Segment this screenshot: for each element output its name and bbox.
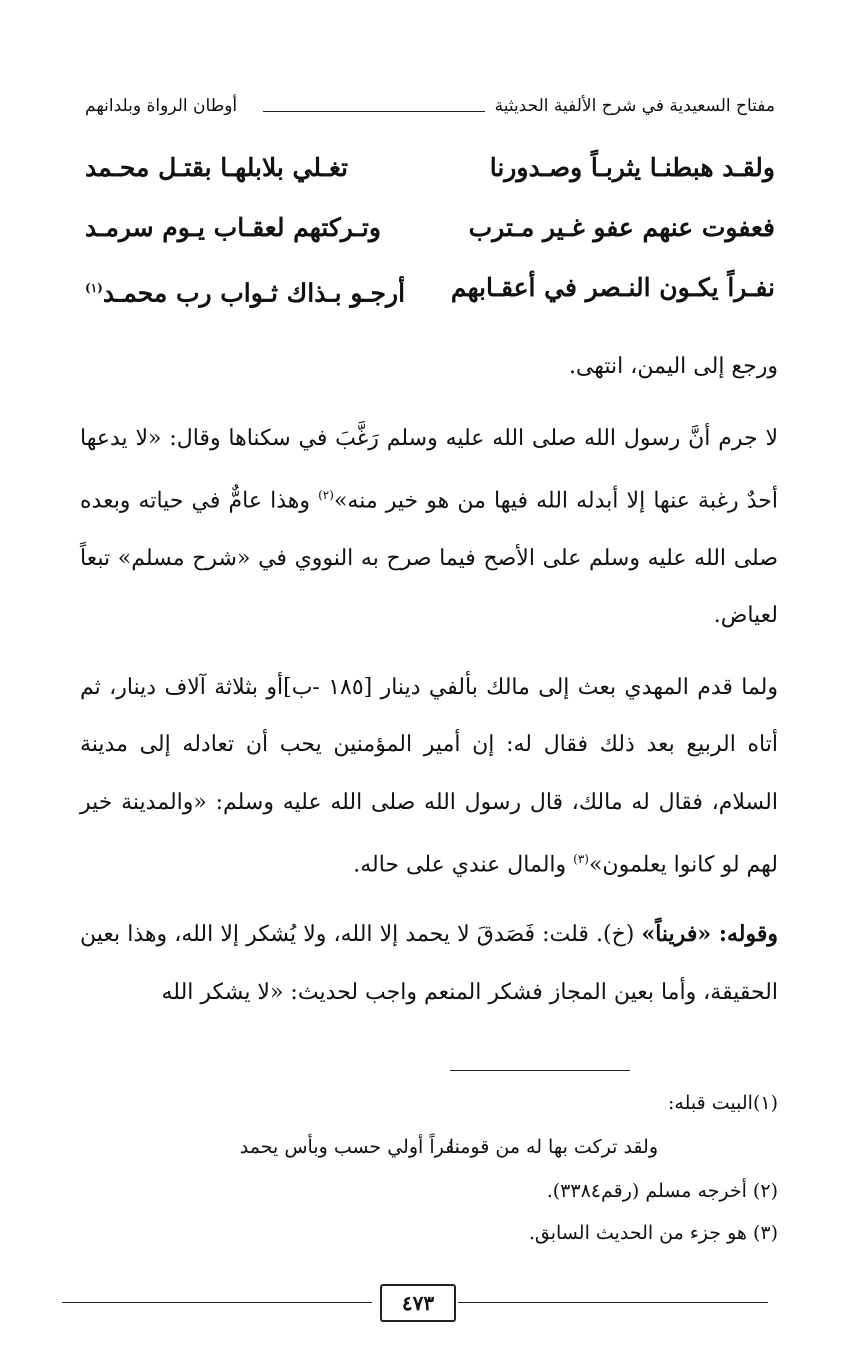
- footer-rule-right: [458, 1302, 768, 1303]
- footnote-3: (٣) هو جزء من الحديث السابق.: [528, 1222, 778, 1244]
- footer-rule-left: [62, 1302, 372, 1303]
- paragraph-4-lemma: وقوله: «فريناً»: [641, 921, 778, 948]
- footnote-ref-2: (٢): [318, 488, 334, 502]
- footnotes: [85, 1082, 778, 1254]
- footnote-separator: [450, 1070, 630, 1071]
- footnote-1-label: (١)البيت قبله:: [668, 1092, 778, 1114]
- paragraph-4: [80, 906, 778, 1021]
- paragraph-3-text-a: ولما قدم المهدي بعث إلى مالك بألفي دينار [١٨٥ -ب]أو بثلاثة آلاف دينار، ثم أتاه الربيع بعد ذلك فقال له: إن أمير المؤمنين يحب أن تعادله إلى مدينة السلام، فقال له مالك، قال رسول الله صلى الله عليه وسلم: «والمدينة خير لهم لو كانوا يعلمون»: [80, 674, 778, 878]
- paragraph-3-text-b: والمال عندي على حاله.: [353, 852, 574, 878]
- verse-second-hemistich: تغـلي بلابلهـا بقتـل محـمد: [85, 153, 348, 182]
- paragraph-2-text-a: لا جرم أنَّ رسول الله صلى الله عليه وسلم رَغَّبَ في سكناها وقال: «لا يدعها أحدٌ رغبة عنها إلا أبدله الله فيها من هو خير منه»: [80, 425, 778, 514]
- verse-first-hemistich: فعفوت عنهم عفو غـير مـترب: [468, 213, 775, 242]
- verse-second-hemistich: [85, 268, 415, 313]
- footnote-ref-3: (٣): [573, 852, 589, 867]
- verse: [85, 268, 775, 328]
- footnote-2: (٢) أخرجه مسلم (رقم٣٣٨٤).: [546, 1180, 778, 1202]
- footnote-ref-1: (١): [85, 281, 103, 295]
- paragraph-4-text: (خ). قلت: فَصَدقَ لا يحمد إلا الله، ولا يُشكر إلا الله، وهذا بعين الحقيقة، وأما بعين المجاز فشكر المنعم واجب لحديث: «لا يشكر الله: [80, 922, 778, 1005]
- verse-second-text: أرجـو بـذاك ثـواب رب محمـد: [102, 278, 406, 308]
- paragraph-2: [80, 410, 778, 645]
- chapter-title: أوطان الرواة وبلدانهم: [85, 96, 238, 116]
- header-rule: [263, 111, 485, 112]
- verse-first-hemistich: ولقـد هبطنـا يثربـاً وصـدورنا: [489, 153, 775, 182]
- footnote-1-verse-first: ولقد تركت بها له من قومنا: [448, 1136, 658, 1158]
- page-number: ٤٧٣: [380, 1284, 456, 1322]
- page-footer: [62, 1282, 768, 1322]
- running-header: [85, 94, 775, 124]
- footnote-1-verse: [85, 1124, 778, 1170]
- verse: [85, 208, 775, 268]
- verse-first-hemistich: نفـراً يكـون النـصر في أعقـابهم: [450, 273, 775, 302]
- verse: [85, 148, 775, 208]
- main-text: [80, 338, 778, 1021]
- book-title: مفتاح السعيدية في شرح الألفية الحديثية: [494, 96, 775, 116]
- poem: [85, 148, 775, 328]
- paragraph-1: ورجع إلى اليمن، انتهى.: [568, 354, 778, 379]
- verse-second-hemistich: وتـركتهم لعقـاب يـوم سرمـد: [85, 213, 381, 242]
- paragraph-2-text-b: وهذا عامٌّ في حياته وبعده صلى الله عليه وسلم على الأصح فيما صرح به النووي في «شرح مسلم» تبعاً لعياض.: [80, 488, 778, 629]
- paragraph-3: [80, 659, 778, 894]
- footnote-1-verse-second: نفراً أولي حسب وبأس يحمد: [239, 1136, 460, 1158]
